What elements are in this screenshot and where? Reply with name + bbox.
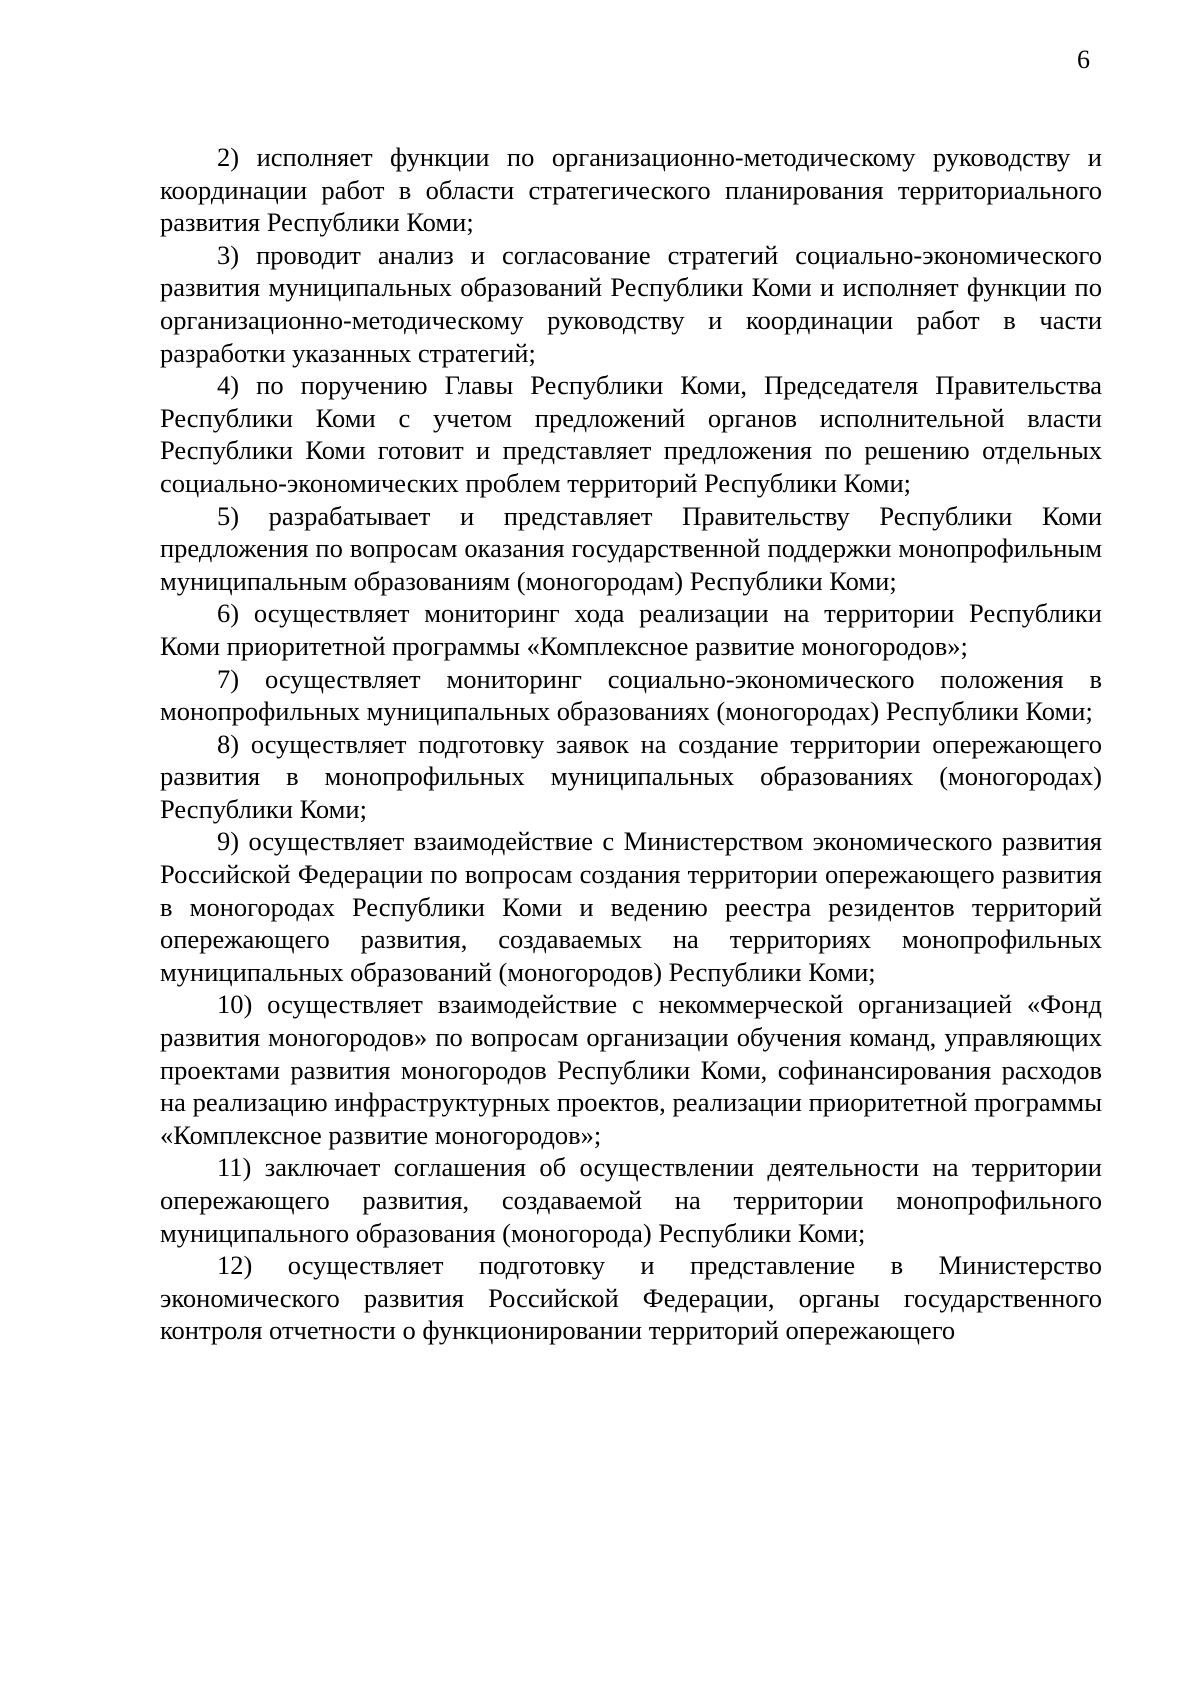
paragraph-item-2: 2) исполняет функции по организационно-методическому руководству и координации работ в области стратегического планирования территориального развития Республики Коми;	[160, 142, 1102, 238]
paragraph-item-10: 10) осуществляет взаимодействие с некоммерческой организацией «Фонд развития моногородов» по вопросам организации обучения команд, управляющих проектами развития моногородов Республики Коми, софинансирования расходов на реализацию инфраструктурных проектов, реализации приоритетной программы «Комплексное развитие моногородов»;	[160, 989, 1102, 1150]
paragraph-item-3: 3) проводит анализ и согласование стратегий социально-экономического развития муниципальных образований Республики Коми и исполняет функции по организационно-методическому руководству и координации работ в части разработки указанных стратегий;	[160, 239, 1102, 368]
page-number: 6	[1077, 45, 1090, 74]
paragraph-item-9: 9) осуществляет взаимодействие с Министерством экономического развития Российской Федерации по вопросам создания территории опережающего развития в моногородах Республики Коми и ведению реестра резидентов территорий опережающего развития, создаваемых на территориях монопрофильных муниципальных образований (моногородов) Республики Коми;	[160, 826, 1102, 987]
paragraph-item-12: 12) осуществляет подготовку и представление в Министерство экономического развития Российской Федерации, органы государственного контроля отчетности о функционировании территорий опережающего	[160, 1250, 1102, 1346]
paragraph-item-8: 8) осуществляет подготовку заявок на создание территории опережающего развития в монопрофильных муниципальных образованиях (моногородах) Республики Коми;	[160, 728, 1102, 824]
paragraph-item-7: 7) осуществляет мониторинг социально-экономического положения в монопрофильных муниципальных образованиях (моногородах) Республики Коми;	[160, 663, 1102, 727]
paragraph-item-6: 6) осуществляет мониторинг хода реализации на территории Республики Коми приоритетной программы «Комплексное развитие моногородов»;	[160, 598, 1102, 661]
paragraph-item-5: 5) разрабатывает и представляет Правительству Республики Коми предложения по вопросам оказания государственной поддержки монопрофильным муниципальным образованиям (моногородам) Республики Коми;	[160, 500, 1102, 596]
paragraph-item-4: 4) по поручению Главы Республики Коми, Председателя Правительства Республики Коми с учетом предложений органов исполнительной власти Республики Коми готовит и представляет предложения по решению отдельных социально-экономических проблем территорий Республики Коми;	[160, 370, 1102, 498]
document-body	[160, 141, 1102, 1347]
paragraph-item-11: 11) заключает соглашения об осуществлении деятельности на территории опережающего развития, создаваемой на территории монопрофильного муниципального образования (моногорода) Республики Коми;	[160, 1152, 1102, 1248]
